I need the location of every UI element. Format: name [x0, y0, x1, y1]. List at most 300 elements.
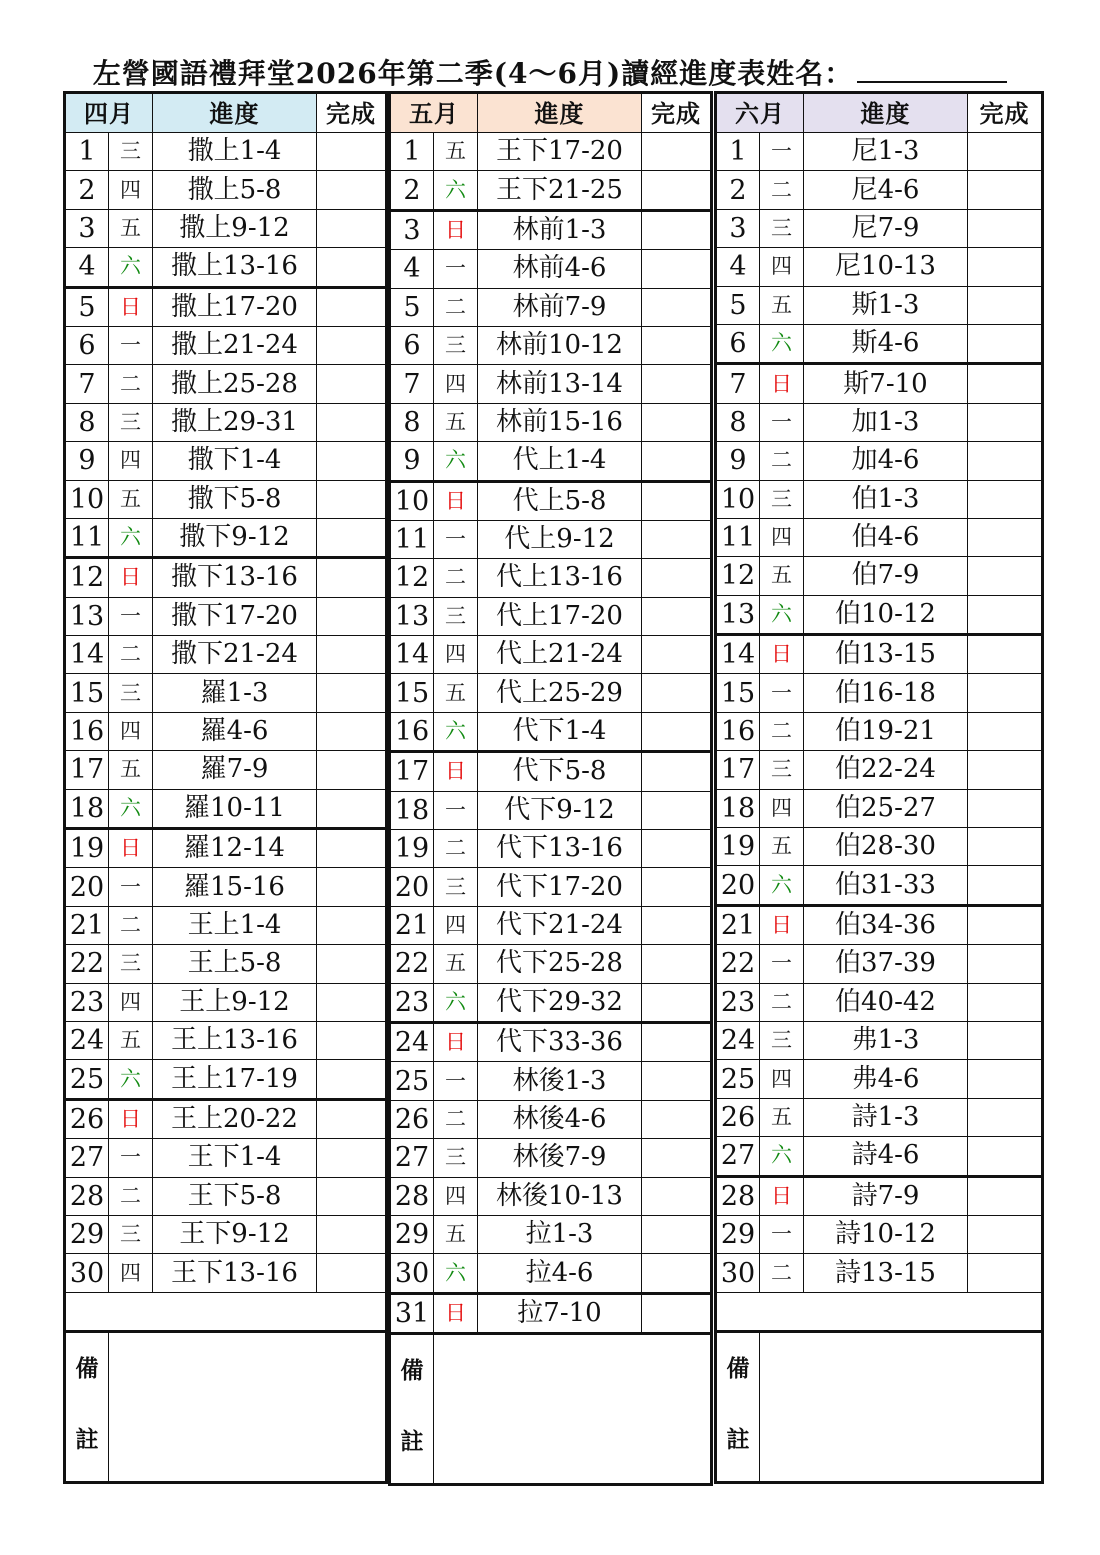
reading-row: [390, 674, 712, 712]
done-checkbox-cell[interactable]: [642, 1062, 712, 1100]
day-number: 9: [65, 442, 109, 480]
weekday: 三: [760, 751, 804, 789]
weekday: 日: [760, 905, 804, 944]
done-checkbox-cell[interactable]: [642, 365, 712, 403]
day-number: 20: [65, 868, 109, 906]
done-checkbox-cell[interactable]: [642, 559, 712, 597]
weekday: 四: [434, 636, 478, 674]
day-number: 18: [65, 789, 109, 828]
reading-passage: 羅4-6: [153, 712, 317, 750]
done-checkbox-cell[interactable]: [317, 403, 387, 441]
done-checkbox-cell[interactable]: [968, 1254, 1043, 1292]
weekday: 四: [434, 906, 478, 944]
done-checkbox-cell[interactable]: [317, 789, 387, 828]
done-checkbox-cell[interactable]: [642, 983, 712, 1022]
reading-row: [390, 1139, 712, 1177]
done-checkbox-cell[interactable]: [317, 365, 387, 403]
notes-area[interactable]: [109, 1332, 387, 1483]
reading-row: [390, 1215, 712, 1253]
done-checkbox-cell[interactable]: [642, 1139, 712, 1177]
empty-cell: [65, 1292, 387, 1331]
done-checkbox-cell[interactable]: [317, 1099, 387, 1138]
reading-row: [65, 906, 387, 944]
reading-passage: 代上21-24: [478, 636, 642, 674]
day-number: 24: [390, 1022, 434, 1061]
reading-row: [716, 209, 1043, 247]
day-number: 11: [716, 518, 760, 556]
weekday: 二: [434, 830, 478, 868]
done-checkbox-cell[interactable]: [317, 326, 387, 364]
done-checkbox-cell[interactable]: [642, 636, 712, 674]
weekday: 日: [434, 1022, 478, 1061]
day-number: 28: [390, 1177, 434, 1215]
reading-passage: 撒下1-4: [153, 442, 317, 480]
done-checkbox-cell[interactable]: [968, 828, 1043, 866]
day-number: 6: [716, 324, 760, 363]
weekday: 六: [760, 1137, 804, 1176]
weekday: 六: [434, 171, 478, 210]
reading-row: [65, 442, 387, 480]
done-checkbox-cell[interactable]: [968, 442, 1043, 480]
day-number: 17: [65, 751, 109, 789]
reading-passage: 代上5-8: [478, 481, 642, 520]
reading-passage: 尼10-13: [804, 248, 968, 286]
day-number: 29: [65, 1215, 109, 1253]
day-number: 30: [390, 1254, 434, 1293]
done-checkbox-cell[interactable]: [642, 791, 712, 829]
done-checkbox-cell[interactable]: [968, 171, 1043, 209]
day-number: 23: [390, 983, 434, 1022]
done-checkbox-cell[interactable]: [968, 983, 1043, 1021]
reading-passage: 伯22-24: [804, 751, 968, 789]
done-checkbox-cell[interactable]: [968, 557, 1043, 595]
day-number: 5: [65, 287, 109, 326]
done-checkbox-cell[interactable]: [317, 558, 387, 597]
done-checkbox-cell[interactable]: [317, 1177, 387, 1215]
reading-passage: 伯37-39: [804, 945, 968, 983]
notes-area[interactable]: [760, 1332, 1043, 1483]
reading-row: [716, 1098, 1043, 1136]
reading-row: [716, 635, 1043, 674]
reading-row: [390, 481, 712, 520]
done-checkbox-cell[interactable]: [968, 480, 1043, 518]
reading-passage: 詩13-15: [804, 1254, 968, 1292]
done-checkbox-cell[interactable]: [317, 133, 387, 171]
weekday: 四: [109, 1254, 153, 1292]
reading-passage: 撒上5-8: [153, 171, 317, 209]
reading-passage: 林後4-6: [478, 1100, 642, 1138]
reading-row: [65, 171, 387, 209]
day-number: 29: [716, 1215, 760, 1253]
done-checkbox-cell[interactable]: [968, 751, 1043, 789]
notes-row: [716, 1332, 1043, 1483]
weekday: 二: [760, 983, 804, 1021]
reading-passage: 撒上21-24: [153, 326, 317, 364]
weekday: 三: [434, 326, 478, 364]
notes-row: [65, 1332, 387, 1483]
day-number: 6: [65, 326, 109, 364]
notes-label: [716, 1332, 760, 1483]
done-checkbox-cell[interactable]: [642, 752, 712, 791]
reading-passage: 撒上9-12: [153, 209, 317, 247]
reading-passage: 斯4-6: [804, 324, 968, 363]
done-checkbox-cell[interactable]: [968, 905, 1043, 944]
day-number: 7: [390, 365, 434, 403]
day-number: 28: [65, 1177, 109, 1215]
reading-row: [390, 1293, 712, 1333]
weekday: 五: [434, 403, 478, 441]
weekday: 一: [760, 945, 804, 983]
reading-passage: 代上13-16: [478, 559, 642, 597]
day-number: 1: [716, 133, 760, 171]
day-number: 11: [65, 518, 109, 557]
reading-passage: 代下29-32: [478, 983, 642, 1022]
weekday: 五: [109, 751, 153, 789]
done-checkbox-cell[interactable]: [317, 868, 387, 906]
done-checkbox-cell[interactable]: [642, 1215, 712, 1253]
done-checkbox-cell[interactable]: [968, 518, 1043, 556]
reading-passage: 詩7-9: [804, 1176, 968, 1215]
done-checkbox-cell[interactable]: [317, 945, 387, 983]
reading-row: [65, 209, 387, 247]
done-checkbox-cell[interactable]: [968, 712, 1043, 750]
day-number: 19: [65, 829, 109, 868]
reading-passage: 撒下21-24: [153, 636, 317, 674]
done-checkbox-cell[interactable]: [642, 906, 712, 944]
weekday: 六: [760, 595, 804, 634]
weekday: 四: [760, 789, 804, 827]
reading-row: [65, 1021, 387, 1059]
weekday: 二: [434, 1100, 478, 1138]
done-checkbox-cell[interactable]: [317, 674, 387, 712]
reading-passage: 王上5-8: [153, 945, 317, 983]
reading-passage: 伯1-3: [804, 480, 968, 518]
day-number: 26: [716, 1098, 760, 1136]
done-checkbox-cell[interactable]: [317, 248, 387, 287]
done-checkbox-cell[interactable]: [642, 326, 712, 364]
done-checkbox-cell[interactable]: [968, 324, 1043, 363]
done-checkbox-cell[interactable]: [317, 1021, 387, 1059]
reading-row: [65, 365, 387, 403]
reading-row: [390, 830, 712, 868]
day-number: 12: [716, 557, 760, 595]
reading-passage: 撒上13-16: [153, 248, 317, 287]
weekday: 三: [434, 597, 478, 635]
reading-row: [716, 674, 1043, 712]
weekday: 一: [109, 868, 153, 906]
done-checkbox-cell[interactable]: [642, 674, 712, 712]
reading-row: [390, 288, 712, 326]
reading-passage: 斯1-3: [804, 286, 968, 324]
reading-passage: 代下13-16: [478, 830, 642, 868]
reading-row: [716, 1060, 1043, 1098]
done-checkbox-cell[interactable]: [968, 789, 1043, 827]
done-checkbox-cell[interactable]: [968, 674, 1043, 712]
notes-area[interactable]: [434, 1334, 712, 1485]
month-label: 六月: [716, 93, 804, 133]
reading-passage: 伯10-12: [804, 595, 968, 634]
weekday: 一: [760, 133, 804, 171]
weekday: 日: [109, 558, 153, 597]
notes-label-char: 備: [400, 1357, 424, 1385]
reading-passage: 撒下5-8: [153, 480, 317, 518]
done-checkbox-cell[interactable]: [317, 712, 387, 750]
notes-label: [390, 1334, 434, 1485]
weekday: 四: [109, 712, 153, 750]
reading-row: [390, 1062, 712, 1100]
done-checkbox-cell[interactable]: [642, 868, 712, 906]
reading-row: [390, 868, 712, 906]
done-checkbox-cell[interactable]: [317, 597, 387, 635]
done-checkbox-cell[interactable]: [642, 250, 712, 288]
day-number: 11: [390, 520, 434, 558]
day-number: 19: [390, 830, 434, 868]
done-checkbox-cell[interactable]: [968, 1060, 1043, 1098]
reading-row: [65, 983, 387, 1021]
done-checkbox-cell[interactable]: [317, 287, 387, 326]
day-number: 14: [716, 635, 760, 674]
done-checkbox-cell[interactable]: [642, 945, 712, 983]
done-checkbox-cell[interactable]: [968, 403, 1043, 441]
done-checkbox-cell[interactable]: [317, 171, 387, 209]
day-number: 20: [390, 868, 434, 906]
done-checkbox-cell[interactable]: [642, 1100, 712, 1138]
reading-passage: 王上17-19: [153, 1060, 317, 1099]
month-table-5: [388, 91, 713, 1486]
reading-row: [716, 1021, 1043, 1059]
name-blank-line[interactable]: [857, 61, 1007, 83]
done-checkbox-cell[interactable]: [317, 829, 387, 868]
done-checkbox-cell[interactable]: [642, 481, 712, 520]
day-number: 27: [390, 1139, 434, 1177]
reading-passage: 代上17-20: [478, 597, 642, 635]
weekday: 三: [434, 868, 478, 906]
weekday: 日: [434, 481, 478, 520]
done-checkbox-cell[interactable]: [968, 1021, 1043, 1059]
reading-row: [716, 286, 1043, 324]
reading-passage: 羅12-14: [153, 829, 317, 868]
done-checkbox-cell[interactable]: [317, 1254, 387, 1292]
done-checkbox-cell[interactable]: [642, 171, 712, 210]
weekday: 三: [109, 674, 153, 712]
weekday: 五: [434, 1215, 478, 1253]
empty-row: [716, 1292, 1043, 1331]
weekday: 四: [109, 983, 153, 1021]
weekday: 日: [434, 752, 478, 791]
weekday: 五: [109, 1021, 153, 1059]
done-checkbox-cell[interactable]: [968, 1176, 1043, 1215]
done-checkbox-cell[interactable]: [968, 364, 1043, 403]
weekday: 一: [760, 403, 804, 441]
day-number: 5: [390, 288, 434, 326]
reading-passage: 撒下9-12: [153, 518, 317, 557]
weekday: 二: [434, 288, 478, 326]
weekday: 五: [434, 945, 478, 983]
reading-passage: 拉4-6: [478, 1254, 642, 1293]
weekday: 六: [434, 983, 478, 1022]
empty-cell: [716, 1292, 1043, 1331]
weekday: 五: [434, 674, 478, 712]
day-number: 26: [65, 1099, 109, 1138]
reading-row: [65, 789, 387, 828]
day-number: 9: [390, 442, 434, 481]
day-number: 5: [716, 286, 760, 324]
reading-row: [65, 1215, 387, 1253]
reading-row: [65, 712, 387, 750]
done-checkbox-cell[interactable]: [968, 945, 1043, 983]
reading-row: [716, 403, 1043, 441]
done-checkbox-cell[interactable]: [968, 286, 1043, 324]
done-checkbox-cell[interactable]: [642, 1022, 712, 1061]
day-number: 30: [716, 1254, 760, 1292]
weekday: 五: [434, 133, 478, 171]
day-number: 31: [390, 1293, 434, 1333]
weekday: 五: [109, 209, 153, 247]
notes-label: [65, 1332, 109, 1483]
reading-passage: 斯7-10: [804, 364, 968, 403]
reading-passage: 王上9-12: [153, 983, 317, 1021]
reading-passage: 撒上1-4: [153, 133, 317, 171]
done-checkbox-cell[interactable]: [317, 480, 387, 518]
done-checkbox-cell[interactable]: [968, 595, 1043, 634]
reading-passage: 撒下13-16: [153, 558, 317, 597]
done-checkbox-cell[interactable]: [968, 635, 1043, 674]
reading-row: [65, 829, 387, 868]
weekday: 五: [760, 1098, 804, 1136]
reading-passage: 尼1-3: [804, 133, 968, 171]
reading-passage: 林前15-16: [478, 403, 642, 441]
weekday: 五: [760, 557, 804, 595]
day-number: 2: [716, 171, 760, 209]
weekday: 五: [760, 286, 804, 324]
month-label: 四月: [65, 93, 153, 133]
reading-row: [716, 789, 1043, 827]
done-checkbox-cell[interactable]: [317, 442, 387, 480]
done-checkbox-cell[interactable]: [968, 133, 1043, 171]
day-number: 7: [716, 364, 760, 403]
weekday: 一: [760, 674, 804, 712]
reading-row: [65, 326, 387, 364]
done-checkbox-cell[interactable]: [642, 1293, 712, 1333]
reading-passage: 伯34-36: [804, 905, 968, 944]
reading-row: [390, 791, 712, 829]
day-number: 30: [65, 1254, 109, 1292]
reading-row: [390, 133, 712, 171]
reading-row: [716, 480, 1043, 518]
day-number: 1: [65, 133, 109, 171]
title-text: 左營國語禮拜堂2026年第二季(4～6月)讀經進度表姓名：: [92, 57, 854, 90]
done-checkbox-cell[interactable]: [317, 751, 387, 789]
weekday: 三: [760, 1021, 804, 1059]
reading-passage: 王下1-4: [153, 1139, 317, 1177]
day-number: 27: [716, 1137, 760, 1176]
reading-row: [390, 752, 712, 791]
reading-row: [716, 324, 1043, 363]
done-checkbox-cell[interactable]: [968, 248, 1043, 286]
done-checkbox-cell[interactable]: [642, 1177, 712, 1215]
done-checkbox-cell[interactable]: [968, 866, 1043, 905]
reading-row: [716, 712, 1043, 750]
done-checkbox-cell[interactable]: [642, 520, 712, 558]
done-checkbox-cell[interactable]: [642, 830, 712, 868]
weekday: 日: [434, 210, 478, 249]
reading-passage: 王下13-16: [153, 1254, 317, 1292]
done-checkbox-cell[interactable]: [642, 442, 712, 481]
reading-row: [390, 326, 712, 364]
reading-row: [65, 518, 387, 557]
reading-passage: 伯40-42: [804, 983, 968, 1021]
done-checkbox-cell[interactable]: [642, 403, 712, 441]
reading-row: [65, 597, 387, 635]
done-checkbox-cell[interactable]: [317, 1139, 387, 1177]
done-checkbox-cell[interactable]: [317, 906, 387, 944]
done-checkbox-cell[interactable]: [642, 1254, 712, 1293]
done-checkbox-cell[interactable]: [317, 983, 387, 1021]
weekday: 五: [109, 480, 153, 518]
done-checkbox-cell[interactable]: [317, 209, 387, 247]
reading-passage: 伯7-9: [804, 557, 968, 595]
day-number: 16: [716, 712, 760, 750]
reading-row: [716, 983, 1043, 1021]
done-checkbox-cell[interactable]: [642, 288, 712, 326]
done-checkbox-cell[interactable]: [317, 518, 387, 557]
day-number: 13: [716, 595, 760, 634]
page-title: [0, 52, 1100, 92]
reading-passage: 羅7-9: [153, 751, 317, 789]
day-number: 21: [716, 905, 760, 944]
weekday: 一: [434, 250, 478, 288]
reading-passage: 伯19-21: [804, 712, 968, 750]
day-number: 22: [65, 945, 109, 983]
done-checkbox-cell[interactable]: [317, 1060, 387, 1099]
done-checkbox-cell[interactable]: [642, 133, 712, 171]
notes-label-char: 備: [75, 1355, 99, 1383]
day-number: 19: [716, 828, 760, 866]
done-checkbox-cell[interactable]: [968, 209, 1043, 247]
day-number: 2: [65, 171, 109, 209]
day-number: 29: [390, 1215, 434, 1253]
reading-passage: 代上25-29: [478, 674, 642, 712]
done-checkbox-cell[interactable]: [642, 597, 712, 635]
weekday: 日: [109, 1099, 153, 1138]
done-checkbox-cell[interactable]: [968, 1098, 1043, 1136]
done-checkbox-cell[interactable]: [968, 1215, 1043, 1253]
day-number: 23: [716, 983, 760, 1021]
weekday: 一: [760, 1215, 804, 1253]
weekday: 日: [109, 287, 153, 326]
reading-passage: 弗1-3: [804, 1021, 968, 1059]
day-number: 20: [716, 866, 760, 905]
reading-passage: 林後10-13: [478, 1177, 642, 1215]
done-checkbox-cell[interactable]: [317, 636, 387, 674]
done-checkbox-cell[interactable]: [317, 1215, 387, 1253]
day-number: 17: [716, 751, 760, 789]
reading-passage: 代下21-24: [478, 906, 642, 944]
day-number: 18: [390, 791, 434, 829]
reading-row: [390, 636, 712, 674]
reading-passage: 弗4-6: [804, 1060, 968, 1098]
done-checkbox-cell[interactable]: [642, 210, 712, 249]
done-checkbox-cell[interactable]: [642, 712, 712, 751]
reading-row: [716, 1254, 1043, 1292]
weekday: 三: [434, 1139, 478, 1177]
reading-passage: 伯25-27: [804, 789, 968, 827]
done-checkbox-cell[interactable]: [968, 1137, 1043, 1176]
weekday: 六: [109, 1060, 153, 1099]
day-number: 10: [390, 481, 434, 520]
empty-row: [65, 1292, 387, 1331]
day-number: 10: [716, 480, 760, 518]
